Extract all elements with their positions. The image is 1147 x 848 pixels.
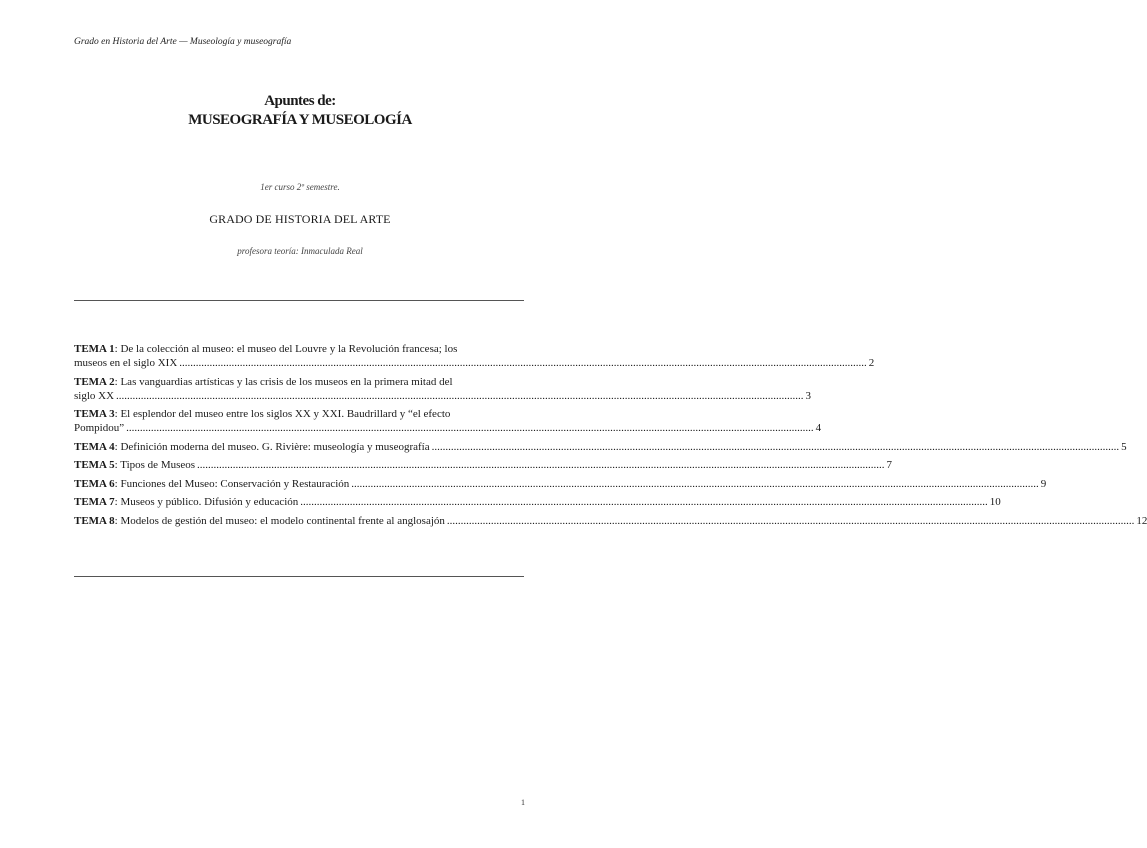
toc-entry-first-line bbox=[74, 342, 528, 356]
toc-entry-line bbox=[74, 440, 1127, 454]
toc-entry-last-line bbox=[74, 356, 875, 370]
teacher-info: profesora teoría: Inmaculada Real bbox=[237, 246, 363, 256]
toc-title-text: : Tipos de Museos bbox=[114, 459, 196, 471]
toc-title-continued: museos en el siglo XIX bbox=[74, 357, 178, 369]
toc-entry-7[interactable] bbox=[74, 495, 1001, 509]
toc-page-number: 12 bbox=[1136, 514, 1147, 527]
toc-title-continued: siglo XX bbox=[74, 389, 115, 402]
toc-leader-dots: .......................................................................................................................................................................................................................................................... bbox=[197, 459, 885, 471]
toc-key: TEMA 2 bbox=[74, 375, 115, 388]
toc-entry-5[interactable] bbox=[74, 458, 893, 472]
toc-key: TEMA 7 bbox=[74, 496, 115, 508]
toc-entry-3[interactable] bbox=[74, 407, 822, 435]
toc-title-text: : Museos y público. Difusión y educación bbox=[114, 496, 299, 508]
top-divider bbox=[74, 300, 524, 301]
toc-key: TEMA 3 bbox=[74, 408, 115, 420]
toc-leader-dots: .......................................................................................................................................................................................................................................................... bbox=[431, 440, 1120, 453]
toc-leader-dots: .......................................................................................................................................................................................................................................................... bbox=[116, 389, 804, 402]
title-line-2: MUSEOGRAFÍA Y MUSEOLOGÍA bbox=[188, 112, 412, 128]
toc-leader-dots: .......................................................................................................................................................................................................................................................... bbox=[351, 477, 1039, 490]
toc-entry-line bbox=[74, 458, 893, 472]
toc-title: : El esplendor del museo entre los siglos XX y XXI. Baudrillard y “el efecto bbox=[114, 408, 451, 420]
toc-page-number: 3 bbox=[805, 389, 812, 402]
toc-key: TEMA 6 bbox=[74, 477, 115, 490]
toc-entry-first-line bbox=[74, 375, 528, 389]
toc-entry-line bbox=[74, 477, 1047, 491]
toc-entry-last-line bbox=[74, 389, 812, 403]
toc-entry-8[interactable] bbox=[74, 514, 1147, 528]
toc-title bbox=[74, 477, 349, 491]
toc-leader-dots: .......................................................................................................................................................................................................................................................... bbox=[179, 357, 867, 369]
document-title bbox=[0, 92, 600, 130]
toc-title: : Las vanguardias artísticas y las crisis de los museos en la primera mitad del bbox=[114, 375, 453, 388]
toc-entry-line bbox=[74, 514, 1147, 528]
toc-page-number: 4 bbox=[815, 422, 822, 434]
toc-leader-dots: .......................................................................................................................................................................................................................................................... bbox=[126, 422, 814, 434]
toc-key: TEMA 8 bbox=[74, 514, 115, 527]
toc-entry-1[interactable] bbox=[74, 342, 875, 370]
toc-page-number: 7 bbox=[886, 459, 893, 471]
toc-title bbox=[74, 495, 298, 509]
toc-entry-6[interactable] bbox=[74, 477, 1047, 491]
degree-title: GRADO DE HISTORIA DEL ARTE bbox=[209, 212, 391, 226]
toc-entry-last-line bbox=[74, 421, 822, 435]
table-of-contents bbox=[74, 342, 1147, 532]
toc-leader-dots: .......................................................................................................................................................................................................................................................... bbox=[446, 514, 1135, 527]
toc-title-continued: Pompidou” bbox=[74, 422, 125, 434]
course-info: 1er curso 2º semestre. bbox=[260, 182, 340, 192]
page-number: 1 bbox=[521, 798, 525, 807]
toc-title bbox=[74, 514, 445, 528]
toc-page-number: 10 bbox=[989, 496, 1001, 508]
running-header: Grado en Historia del Arte — Museología y museografía bbox=[74, 37, 292, 47]
toc-entry-2[interactable] bbox=[74, 375, 812, 403]
toc-entry-first-line bbox=[74, 407, 528, 421]
toc-page-number: 9 bbox=[1040, 477, 1047, 490]
toc-entry-line bbox=[74, 495, 1001, 509]
toc-title: : De la colección al museo: el museo del Louvre y la Revolución francesa; los bbox=[114, 343, 458, 355]
toc-title-text: : Modelos de gestión del museo: el modelo continental frente al anglosajón bbox=[114, 514, 445, 527]
toc-key: TEMA 4 bbox=[74, 440, 115, 453]
toc-page-number: 5 bbox=[1121, 440, 1127, 453]
bottom-divider bbox=[74, 576, 524, 577]
toc-key: TEMA 5 bbox=[74, 459, 115, 471]
toc-title bbox=[74, 458, 195, 472]
toc-entry-4[interactable] bbox=[74, 440, 1127, 454]
toc-leader-dots: .......................................................................................................................................................................................................................................................... bbox=[300, 496, 988, 508]
toc-title-text: : Funciones del Museo: Conservación y Restauración bbox=[114, 477, 350, 490]
toc-title-text: : Definición moderna del museo. G. Rivière: museología y museografía bbox=[114, 440, 430, 453]
title-line-1: Apuntes de: bbox=[264, 93, 336, 109]
toc-key: TEMA 1 bbox=[74, 343, 115, 355]
toc-page-number: 2 bbox=[868, 357, 875, 369]
toc-title bbox=[74, 440, 430, 454]
